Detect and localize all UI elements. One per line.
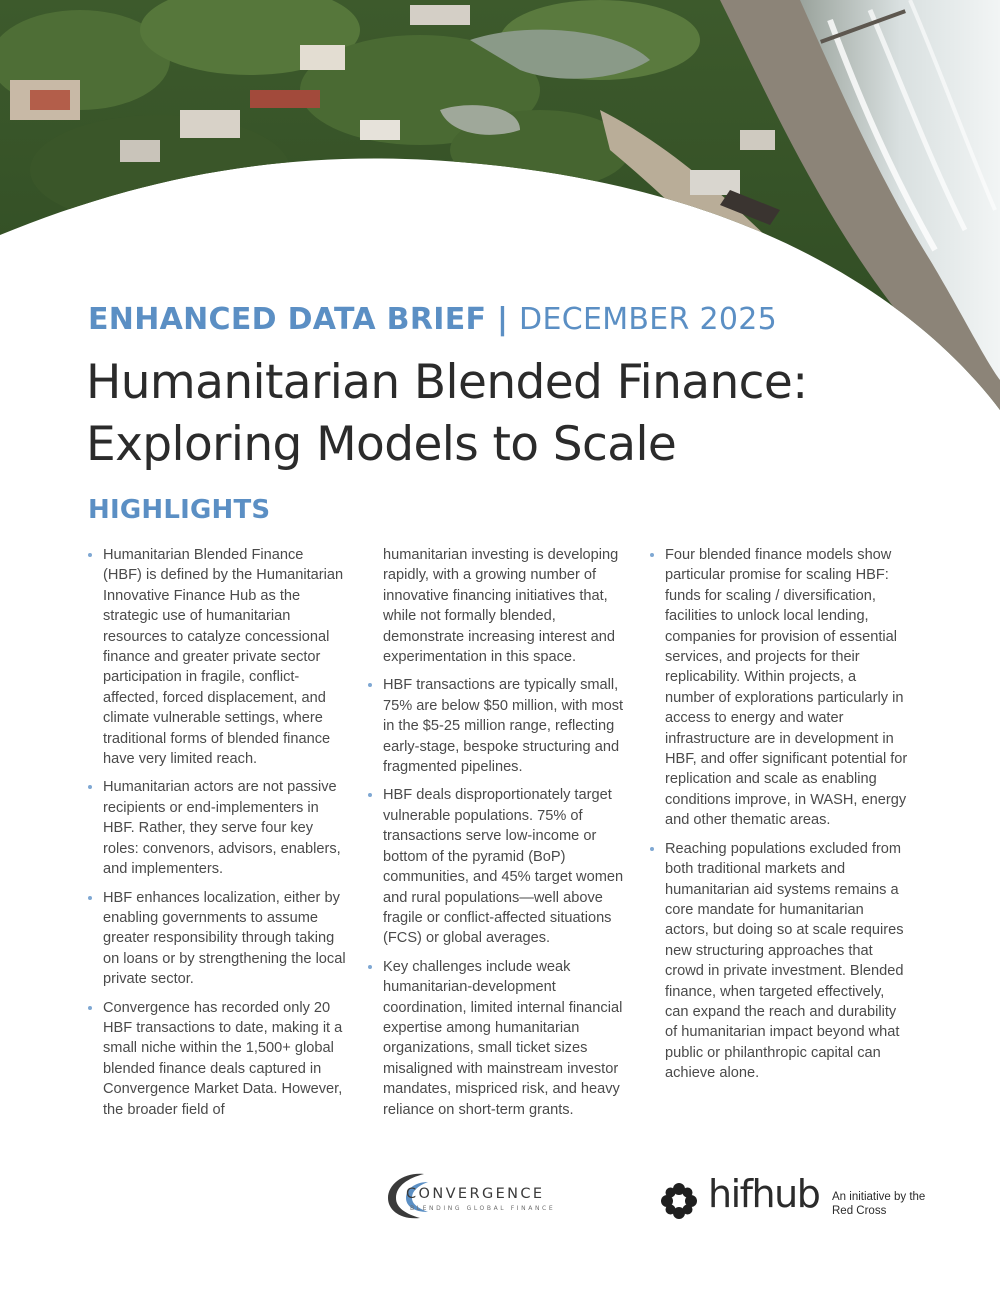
highlights-list-2 <box>366 675 632 1120</box>
highlights-column-3 <box>648 545 908 1092</box>
highlight-item: HBF enhances localization, either by enabling governments to assume greater responsibility through taking on loans or by strengthening the local private sector. <box>86 888 346 990</box>
hifhub-wordmark: hifhub <box>708 1172 820 1216</box>
highlight-item: Convergence has recorded only 20 HBF transactions to date, making it a small niche within the 1,500+ global blended finance deals captured in Convergence Market Data. However, the broader field of <box>86 998 346 1120</box>
highlight-item: Reaching populations excluded from both traditional markets and humanitarian aid systems remains a core mandate for humanitarian actors, but doing so at scale requires new structuring approaches that crowd in private investment. Blended finance, when targeted effectively, can expand the reach and durability of humanitarian impact beyond what public or philanthropic capital can achieve alone. <box>648 839 908 1084</box>
highlight-continuation: humanitarian investing is developing rapidly, with a growing number of innovative financing initiatives that, while not formally blended, demonstrate increasing interest and experimentation in this space. <box>383 547 619 666</box>
highlight-item: HBF deals disproportionately target vulnerable populations. 75% of transactions serve low-income or bottom of the pyramid (BoP) communities, and 45% target women and rural populations—well above fragile or conflict-affected situations (FCS) or global averages. <box>366 785 632 948</box>
hifhub-flower-icon <box>660 1182 698 1220</box>
highlights-heading: HIGHLIGHTS <box>88 495 271 525</box>
highlights-list-3 <box>648 545 908 1084</box>
highlights-column-1 <box>86 545 346 1128</box>
highlight-item: Four blended finance models show particular promise for scaling HBF: funds for scaling / diversification, facilities to unlock local lending, companies for provision of essential services, and projects for their replicability. Within projects, a number of explorations particularly in access to energy and water infrastructure are in development in HBF, and offer significant potential for replication and scale as enabling conditions improve, in WASH, energy and other thematic areas. <box>648 545 908 831</box>
brief-label: ENHANCED DATA BRIEF <box>88 302 487 337</box>
highlights-column-2 <box>366 545 632 1128</box>
highlight-item: HBF transactions are typically small, 75% are below $50 million, with most in the $5-25 million range, reflecting early-stage, bespoke structuring and fragmented pipelines. <box>366 675 632 777</box>
hifhub-initiative-text: An initiative by the Red Cross <box>832 1191 926 1217</box>
brief-kicker <box>88 302 777 337</box>
highlights-list-1 <box>86 545 346 1120</box>
convergence-logo[interactable] <box>384 1170 559 1222</box>
page-title <box>86 352 966 476</box>
title-line-1: Humanitarian Blended Finance: <box>86 355 808 410</box>
convergence-tagline: BLENDING GLOBAL FINANCE <box>410 1205 556 1212</box>
highlight-item: Humanitarian actors are not passive recipients or end-implementers in HBF. Rather, they serve four key roles: convenors, advisors, enablers, and implementers. <box>86 777 346 879</box>
highlight-item: Key challenges include weak humanitarian-development coordination, limited internal financial expertise among humanitarian organizations, small ticket sizes misaligned with mainstream investor mandates, mispriced risk, and heavy reliance on short-term grants. <box>366 957 632 1120</box>
brief-date: DECEMBER 2025 <box>519 302 778 337</box>
highlight-item: Humanitarian Blended Finance (HBF) is defined by the Humanitarian Innovative Finance Hub as the strategic use of humanitarian resources to catalyze concessional finance and greater private sector participation in fragile, conflict-affected, forced displacement, and climate vulnerable settings, where traditional forms of blended finance have very limited reach. <box>86 545 346 769</box>
title-line-2: Exploring Models to Scale <box>86 417 677 472</box>
kicker-separator: | <box>486 302 520 337</box>
convergence-wordmark: CONVERGENCE <box>406 1186 545 1202</box>
hifhub-logo[interactable] <box>660 1172 930 1228</box>
